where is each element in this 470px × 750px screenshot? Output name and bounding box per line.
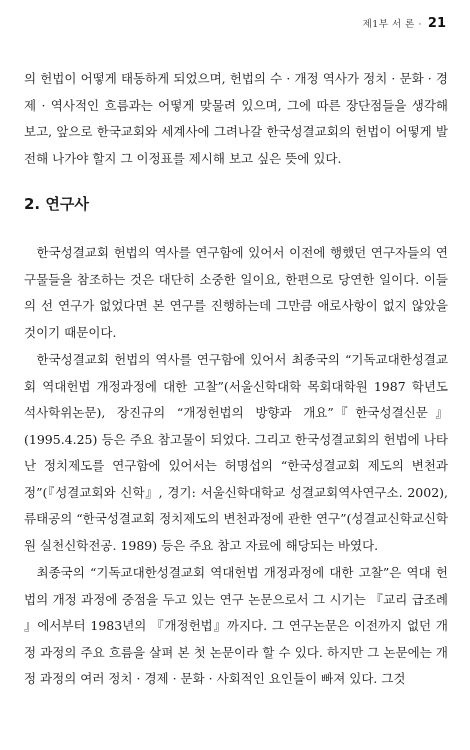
page-body [24,66,448,693]
paragraph-1: 한국성결교회 헌법의 역사를 연구함에 있어서 이전에 행했던 연구자들의 연구물들을 참조하는 것은 대단히 소중한 일이요, 한편으로 당연한 일이다. 이들의 선 연구가 없었다면 본 연구를 진행하는데 그만큼 애로사항이 없지 않았을 것이기 때문이다. [24,245,448,340]
paragraph-3: 최종국의 “기독교대한성결교회 역대헌법 개정과정에 대한 고찰”은 역대 헌법의 개정 과정에 중점을 두고 있는 연구 논문으로서 그 시기는 『교리 급조례 』에서부터 1983년의 『개정헌법』까지다. 그 연구논문은 이전까지 없던 개정 과정의 주요 흐름을 살펴 본 첫 논문이라 할 수 있다. 하지만 그 논문에는 개정 과정의 여러 정치 · 경제 · 문화 · 사회적인 요인들이 빠져 있다. 그것 [24,565,448,686]
paragraph-intro: 의 헌법이 어떻게 태동하게 되었으며, 헌법의 수 · 개정 역사가 정치 · 문화 · 경제 · 역사적인 흐름과는 어떻게 맞물려 있으며, 그에 따른 장단점들을 생각해 보고, 앞으로 한국교회와 세계사에 그려나갈 한국성결교회의 헌법이 어떻게 발전해 나가야 할지 그 이정표를 제시해 보고 싶은 뜻에 있다. [24,71,448,166]
paragraph-2: 한국성결교회 헌법의 역사를 연구함에 있어서 최종국의 “기독교대한성결교회 역대헌법 개정과정에 대한 고찰”(서울신학대학 목회대학원 1987 학년도 석사학위논문), 장진규의 “개정헌법의 방향과 개요”『한국성결신문』(1995.4.25) 등은 주요 참고물이 되었다. 그리고 한국성결교회의 헌법에 나타난 정치제도를 연구함에 있어서는 허명섭의 “한국성결교회 제도의 변천과정”(『성결교회와 신학』, 경기: 서울신학대학교 성결교회역사연구소. 2002), 류태공의 “한국성결교회 정치제도의 변천과정에 관한 연구”(성결교신학교신학원 실천신학전공. 1989) 등은 주요 참고 자료에 해당되는 바였다. [24,352,448,553]
page-number: 21 [427,16,446,31]
running-header-section: 제1부 서 론 · [362,19,422,30]
running-header [363,16,446,31]
section-heading: 2. 연구사 [24,195,89,213]
